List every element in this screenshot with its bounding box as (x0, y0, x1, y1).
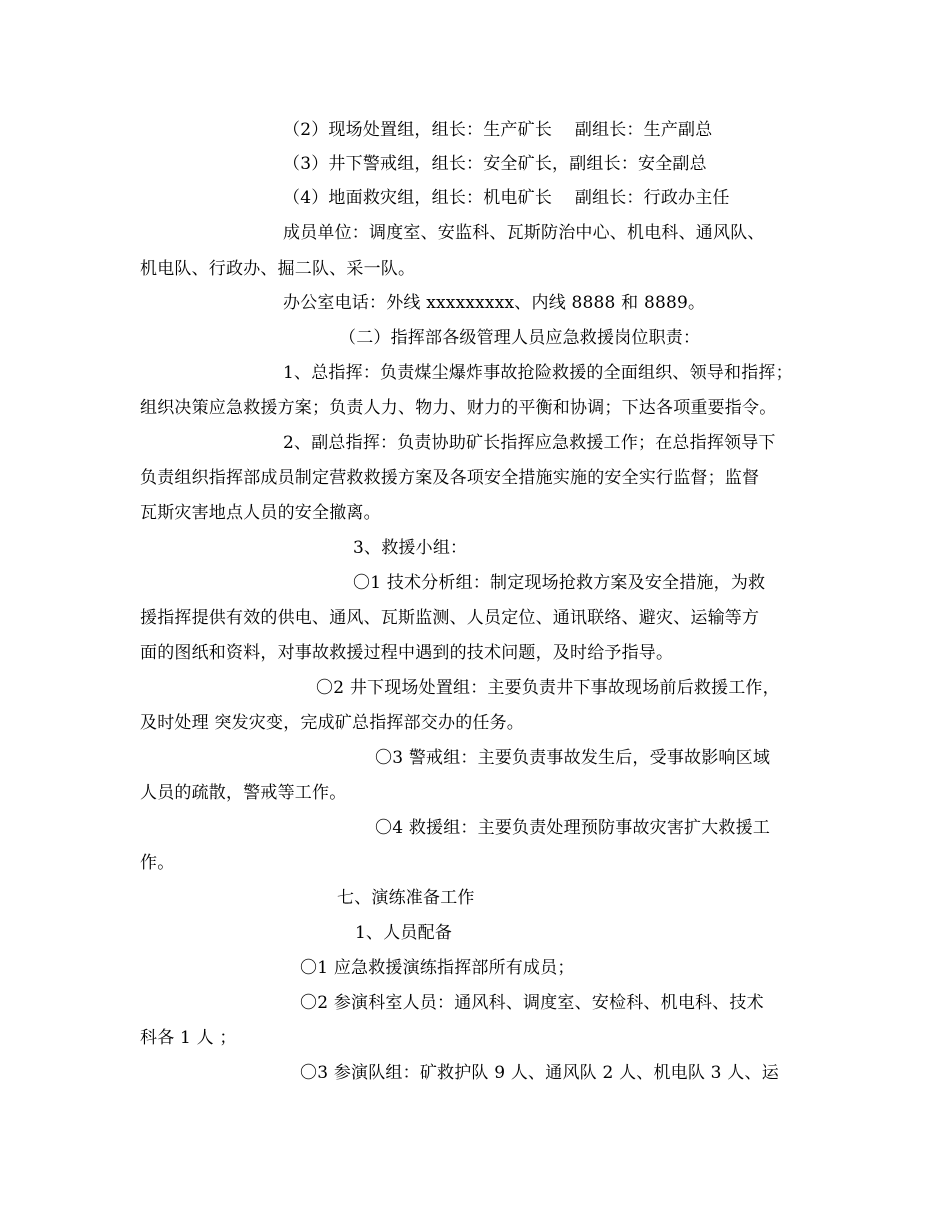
text-line: （3）井下警戒组，组长：安全矿长，副组长：安全副总 (283, 154, 707, 174)
text-line: （4）地面救灾组，组长：机电矿长 副组长：行政办主任 (283, 188, 730, 208)
text-line: 瓦斯灾害地点人员的安全撤离。 (140, 503, 381, 523)
text-line: 2、副总指挥：负责协助矿长指挥应急救援工作；在总指挥领导下 (283, 433, 776, 453)
text-line: 成员单位：调度室、安监科、瓦斯防治中心、机电科、通风队、 (283, 223, 765, 243)
text-line: 3、救援小组： (353, 538, 468, 558)
text-line: 1、总指挥：负责煤尘爆炸事故抢险救援的全面组织、领导和指挥； (283, 363, 793, 383)
text-line: 面的图纸和资料，对事故救援过程中遇到的技术问题，及时给予指导。 (140, 643, 674, 663)
text-line: 〇3 警戒组：主要负责事故发生后，受事故影响区域 (375, 748, 771, 768)
text-line: 〇2 参演科室人员：通风科、调度室、安检科、机电科、技术 (300, 993, 764, 1013)
text-line: 办公室电话：外线 xxxxxxxxx、内线 8888 和 8889。 (283, 293, 706, 313)
text-line: 〇1 应急救援演练指挥部所有成员； (300, 958, 575, 978)
text-line: 人员的疏散，警戒等工作。 (140, 783, 347, 803)
text-line: 组织决策应急救援方案；负责人力、物力、财力的平衡和协调；下达各项重要指令。 (140, 398, 777, 418)
text-line: 负责组织指挥部成员制定营救救援方案及各项安全措施实施的安全实行监督；监督 (140, 468, 760, 488)
text-line: 机电队、行政办、掘二队、采一队。 (140, 259, 416, 279)
text-line: 〇1 技术分析组：制定现场抢救方案及安全措施，为救 (353, 573, 766, 593)
text-line: （2）现场处置组，组长：生产矿长 副组长：生产副总 (283, 120, 713, 140)
subsection-heading: 1、人员配备 (355, 923, 453, 943)
section-heading: （二）指挥部各级管理人员应急救援岗位职责： (339, 328, 701, 348)
text-line: 〇4 救援组：主要负责处理预防事故灾害扩大救援工 (375, 818, 771, 838)
text-line: 〇2 井下现场处置组：主要负责井下事故现场前后救援工作， (316, 678, 780, 698)
section-heading: 七、演练准备工作 (337, 888, 475, 908)
text-line: 〇3 参演队组：矿救护队 9 人、通风队 2 人、机电队 3 人、运 (300, 1063, 779, 1083)
text-line: 科各 1 人 ； (140, 1028, 237, 1048)
text-line: 及时处理 突发灾变，完成矿总指挥部交办的任务。 (140, 713, 525, 733)
text-line: 作。 (140, 853, 175, 873)
text-line: 援指挥提供有效的供电、通风、瓦斯监测、人员定位、通讯联络、避灾、运输等方 (140, 608, 760, 628)
